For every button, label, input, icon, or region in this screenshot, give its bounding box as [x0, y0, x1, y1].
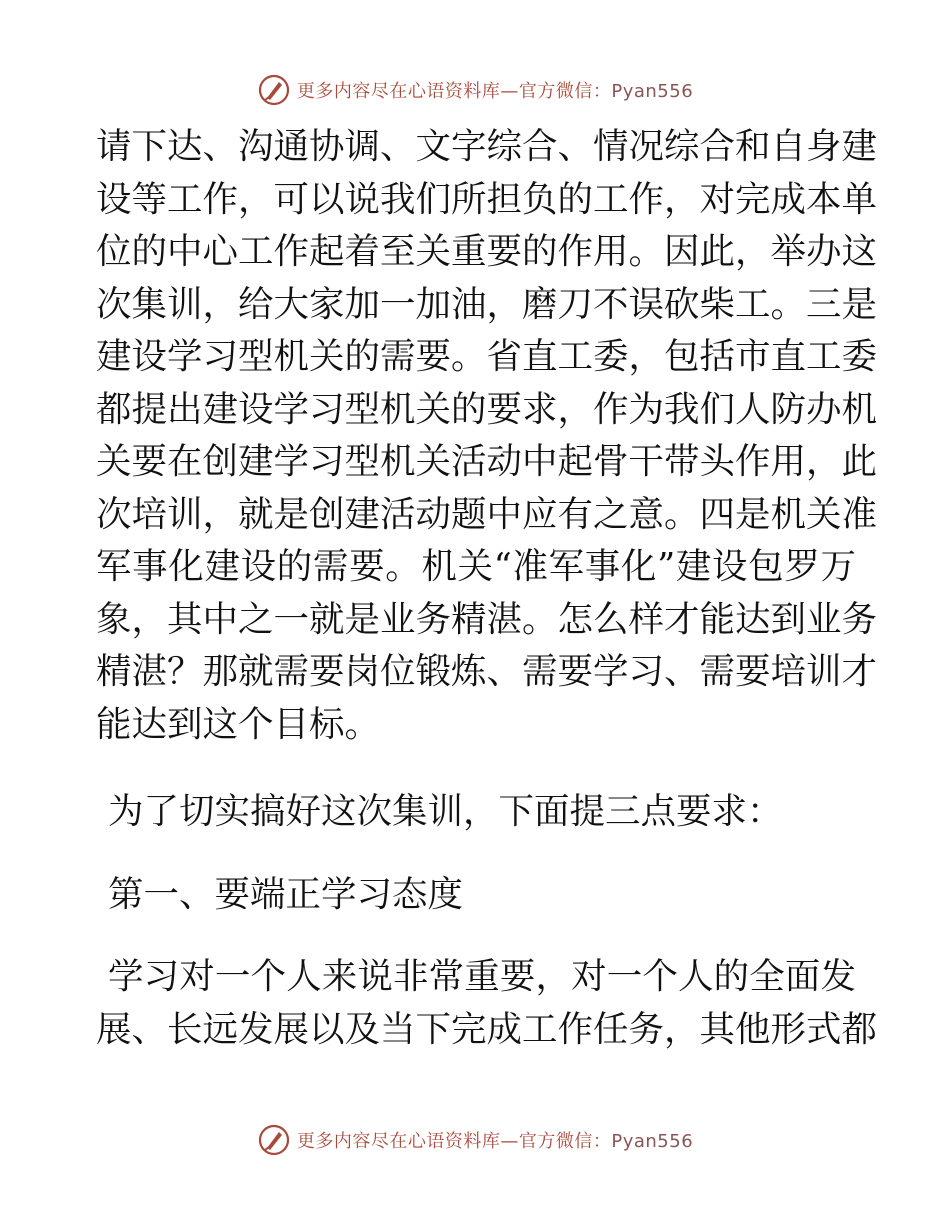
text-line: 次集训，给大家加一加油，磨刀不误砍柴工。三是	[96, 283, 878, 325]
text-line: 学习对一个人来说非常重要，对一个人的全面发	[108, 956, 856, 997]
text-line: 位的中心工作起着至关重要的作用。因此，举办这	[96, 231, 878, 272]
paragraph-1	[96, 121, 878, 751]
text-line: 象，其中之一就是业务精湛。怎么样才能达到业务	[96, 598, 878, 640]
paragraph-spacer	[96, 921, 856, 951]
paragraph-spacer	[96, 839, 856, 869]
text-line: 次培训，就是创建活动题中应有之意。四是机关准	[96, 493, 878, 535]
footer-watermark	[0, 1120, 950, 1160]
text-line: 都提出建设学习型机关的要求，作为我们人防办机	[96, 388, 878, 430]
paragraph-3	[96, 951, 878, 1056]
text-line: 请下达、沟通协调、文字综合、情况综合和自身建	[96, 126, 878, 167]
text-line: 关要在创建学习型机关活动中起骨干带头作用，此	[96, 441, 878, 482]
text-line: 为了切实搞好这次集训，下面提三点要求：	[108, 791, 783, 832]
section-heading	[96, 869, 856, 922]
text-line: 建设学习型机关的需要。省直工委，包括市直工委	[96, 336, 878, 377]
text-line: 设等工作，可以说我们所担负的工作，对完成本单	[96, 178, 878, 220]
watermark-text: 更多内容尽在心语资料库—官方微信：Pyan556	[296, 81, 694, 102]
header-watermark	[0, 70, 950, 110]
heading-line: 第一、要端正学习态度	[108, 873, 464, 915]
quill-pen-logo-icon	[257, 1123, 291, 1157]
paragraph-spacer	[96, 751, 856, 786]
text-line: 军事化建设的需要。机关“准军事化”建设包罗万	[96, 546, 856, 587]
quill-pen-logo-icon	[257, 73, 291, 107]
document-body	[96, 121, 878, 1056]
text-line: 精湛？那就需要岗位锻炼、需要学习、需要培训才	[96, 651, 878, 692]
text-line: 展、长远发展以及当下完成工作任务，其他形式都	[96, 1008, 878, 1050]
paragraph-2	[96, 786, 856, 839]
watermark-text: 更多内容尽在心语资料库—官方微信：Pyan556	[296, 1131, 694, 1152]
text-line: 能达到这个目标。	[96, 703, 381, 745]
